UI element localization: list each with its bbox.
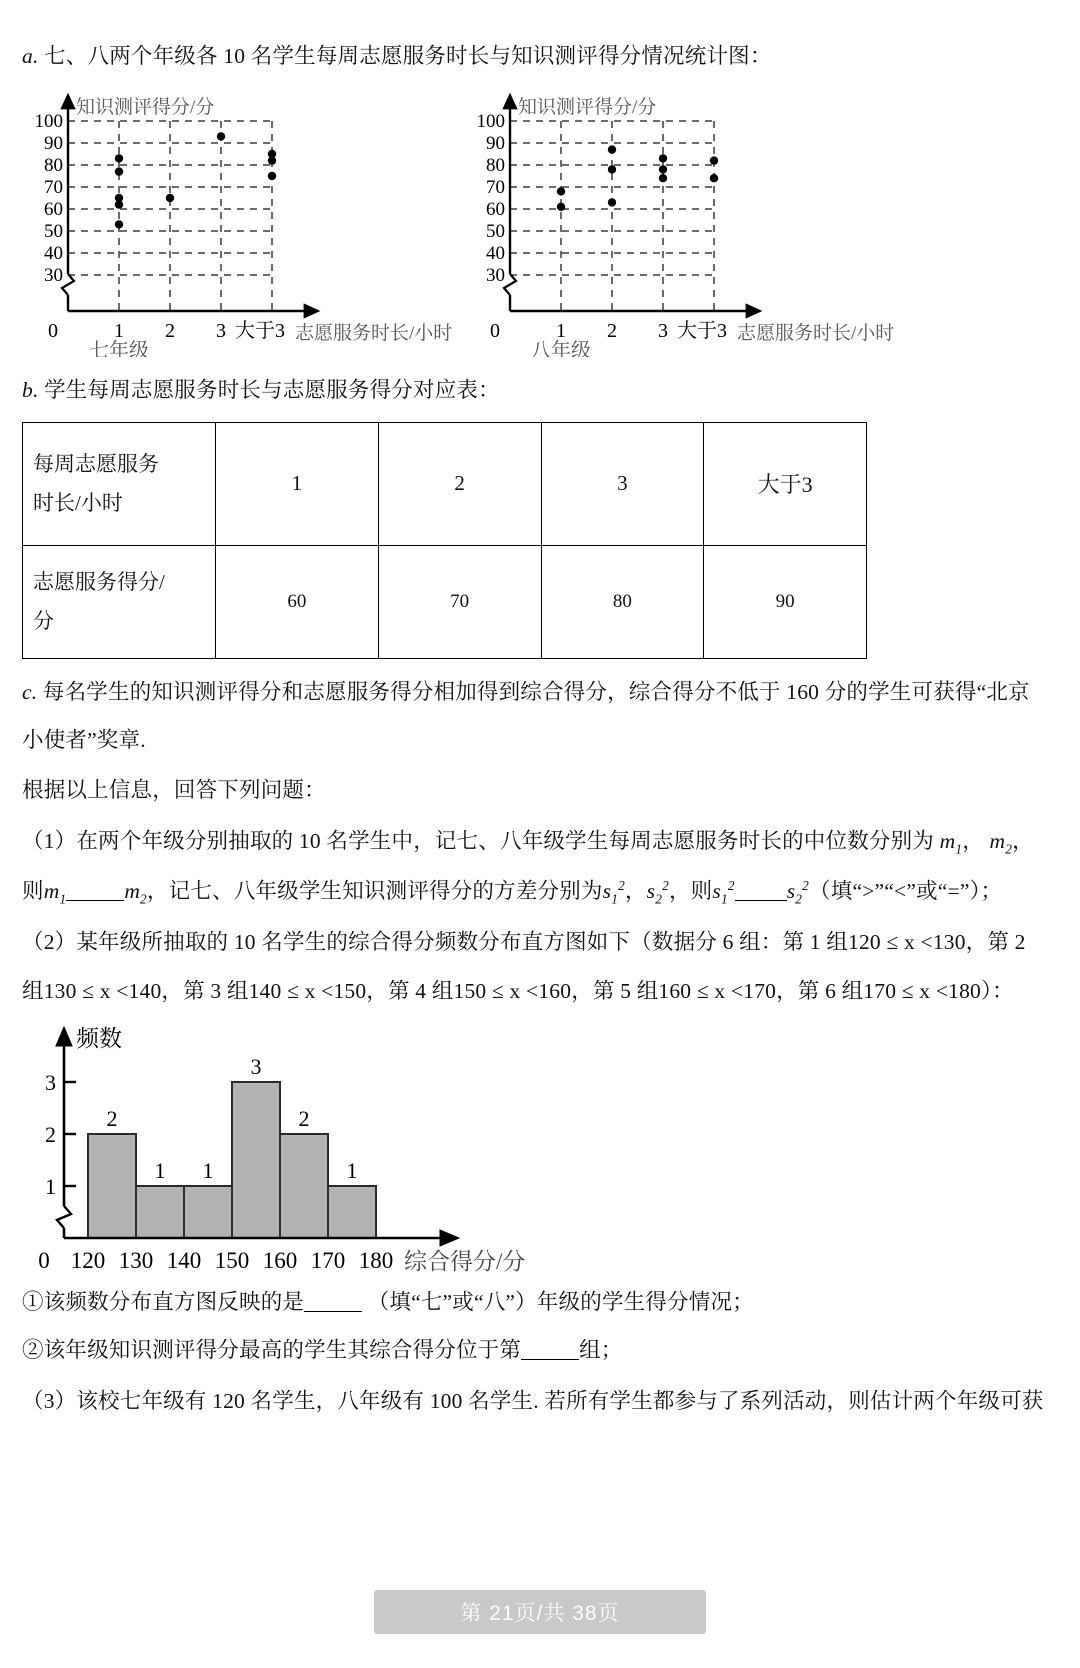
y-tick-label: 40 xyxy=(486,243,505,265)
y-tick-label: 80 xyxy=(44,155,63,177)
q1-m2-ref: $m_2$ xyxy=(124,878,147,906)
correspondence-table xyxy=(22,422,867,659)
histogram-bar xyxy=(280,1134,328,1238)
sub-q2-text-b: 组； xyxy=(579,1338,623,1363)
x-axis-title: 综合得分/分 xyxy=(404,1249,526,1275)
data-point xyxy=(659,155,667,163)
bar-value-label: 2 xyxy=(106,1106,118,1132)
data-point xyxy=(115,221,123,229)
page-number-badge: 第 21页/共 38页 xyxy=(374,1590,705,1634)
q1-s2: $s_2^2$ xyxy=(646,877,669,906)
q1-m1: $m_1$ xyxy=(939,828,963,856)
y-tick-label: 70 xyxy=(486,177,505,199)
data-point xyxy=(659,166,667,174)
origin-label: 0 xyxy=(38,1248,50,1274)
bar-value-label: 1 xyxy=(346,1158,358,1184)
q1-m1-ref: $m_1$ xyxy=(43,878,67,906)
axis-break-icon xyxy=(57,1206,71,1228)
origin-label: 0 xyxy=(48,320,58,343)
header-line-2: 时长/小时 xyxy=(33,490,123,515)
x-tick-label: 140 xyxy=(166,1248,202,1274)
table-cell-duration-1: 1 xyxy=(216,422,379,545)
scatter-chart-grade8-svg xyxy=(470,85,900,357)
chart-caption: 七年级 xyxy=(89,340,149,358)
q1-s1-ref: $s_1^2$ xyxy=(712,877,735,906)
question-1-line-1 xyxy=(22,825,1058,860)
bar-value-label: 1 xyxy=(154,1158,166,1184)
table-cell-duration-2: 2 xyxy=(378,422,541,545)
table-cell-duration-4: 大于3 xyxy=(704,422,867,545)
x-tick-label: 130 xyxy=(118,1248,154,1274)
x-tick-label: 大于3 xyxy=(677,320,727,343)
data-points xyxy=(557,146,718,212)
x-tick-label: 150 xyxy=(214,1248,250,1274)
origin-label: 0 xyxy=(490,320,500,343)
section-b-marker: b. xyxy=(22,378,39,403)
table-row-header-duration xyxy=(23,422,216,545)
q1-s1: $s_1^2$ xyxy=(602,877,625,906)
section-c-line-1 xyxy=(22,676,1058,709)
y-tick-label: 30 xyxy=(486,265,505,287)
frequency-histogram-wrap xyxy=(22,1016,1058,1286)
q1-then: 则 xyxy=(22,878,44,903)
y-axis-title: 知识测评得分/分 xyxy=(518,97,657,119)
y-tick-label: 80 xyxy=(486,155,505,177)
q1-s2-ref: $s_2^2$ xyxy=(786,877,810,906)
axis-break-icon xyxy=(504,274,516,295)
histogram-bar xyxy=(232,1082,280,1238)
table-cell-score-2: 70 xyxy=(378,545,541,658)
scatter-chart-grade8 xyxy=(470,85,900,357)
chart-caption: 八年级 xyxy=(531,340,591,358)
q1-comma: ， xyxy=(962,828,984,853)
histogram-bar xyxy=(184,1186,232,1238)
section-a-line xyxy=(22,0,1058,73)
grid-lines xyxy=(68,121,273,311)
data-point xyxy=(608,166,616,174)
x-tick-label: 大于3 xyxy=(235,320,285,343)
answer-blank-m[interactable] xyxy=(66,900,124,901)
y-tick-label: 60 xyxy=(44,199,63,221)
scatter-charts-row xyxy=(22,85,1058,357)
y-tick-label: 60 xyxy=(486,199,505,221)
histogram-bar xyxy=(136,1186,184,1238)
header-line-1: 志愿服务得分/ xyxy=(33,569,165,594)
section-b-line xyxy=(22,374,1058,407)
y-tick-label: 100 xyxy=(476,111,505,133)
x-tick-label: 120 xyxy=(70,1248,106,1274)
table-cell-duration-3: 3 xyxy=(541,422,704,545)
data-point xyxy=(557,203,565,211)
section-b-text: 学生每周志愿服务时长与志愿服务得分对应表： xyxy=(44,378,500,403)
correspondence-table-wrap xyxy=(22,422,1058,659)
table-cell-score-1: 60 xyxy=(216,545,379,658)
axis-break-icon xyxy=(62,274,74,295)
header-line-2: 分 xyxy=(33,608,54,633)
sub-q1-text-a: ①该频数分布直方图反映的是 xyxy=(22,1290,305,1315)
x-axis-title: 志愿服务时长/小时 xyxy=(737,323,895,345)
y-tick-label: 90 xyxy=(486,133,505,155)
question-2-line-2: 组130 ≤ x <140，第 3 组140 ≤ x <150，第 4 组150 ≤ x <160，第 5 组160 ≤ x <170，第 6 组170 ≤ x <180）： xyxy=(22,978,1014,1003)
table-cell-score-3: 80 xyxy=(541,545,704,658)
header-line-1: 每周志愿服务 xyxy=(33,451,159,476)
data-point xyxy=(659,174,667,182)
histogram-bars xyxy=(88,1082,376,1238)
y-tick-label: 2 xyxy=(45,1122,56,1148)
y-axis-title: 知识测评得分/分 xyxy=(76,97,215,119)
x-axis-title: 志愿服务时长/小时 xyxy=(295,323,453,345)
section-a-marker: a. xyxy=(22,44,39,68)
section-c-line-2: 小使者”奖章. xyxy=(22,727,146,752)
data-point xyxy=(710,174,718,182)
answer-blank-grade[interactable] xyxy=(304,1311,362,1312)
q1-text-c: ，则 xyxy=(668,878,713,903)
y-axis-title: 频数 xyxy=(76,1026,122,1052)
y-tick-label: 50 xyxy=(44,221,63,243)
sub-question-1 xyxy=(22,1286,1058,1319)
answer-blank-group[interactable] xyxy=(521,1359,579,1360)
x-tick-label: 3 xyxy=(216,320,226,343)
y-tick-label: 3 xyxy=(45,1070,56,1096)
bar-value-label: 2 xyxy=(298,1106,310,1132)
q1-text-d: （填“>”“<”或“=”）； xyxy=(809,878,1003,903)
scatter-chart-grade7-svg xyxy=(28,85,458,357)
x-tick-label: 2 xyxy=(607,320,617,343)
bar-value-label: 1 xyxy=(202,1158,214,1184)
data-point xyxy=(115,201,123,209)
y-tick-label: 1 xyxy=(45,1174,56,1200)
q1-text-a: （1）在两个年级分别抽取的 10 名学生中，记七、八年级学生每周志愿服务时长的中位数分别为 xyxy=(22,828,935,853)
section-a-text: 七、八两个年级各 10 名学生每周志愿服务时长与知识测评得分情况统计图： xyxy=(44,44,772,68)
table-row-header-score xyxy=(23,545,216,658)
data-point xyxy=(608,146,616,154)
data-point xyxy=(115,155,123,163)
y-tick-label: 70 xyxy=(44,177,63,199)
sub-question-2 xyxy=(22,1334,1058,1367)
sub-q1-text-b: （填“七”或“八”）年级的学生得分情况； xyxy=(367,1290,754,1315)
data-point xyxy=(115,168,123,176)
q1-text-b: ，记七、八年级学生知识测评得分的方差分别为 xyxy=(146,878,603,903)
q1-m2: $m_2$ xyxy=(989,828,1013,856)
data-points xyxy=(115,133,276,229)
y-tick-label: 30 xyxy=(44,265,63,287)
bar-value-label: 3 xyxy=(250,1054,262,1080)
answer-blank-s[interactable] xyxy=(735,900,787,901)
x-tick-label: 180 xyxy=(358,1248,394,1274)
y-tick-label: 40 xyxy=(44,243,63,265)
table-row xyxy=(23,545,867,658)
x-tick-label: 1 xyxy=(114,320,124,343)
question-1-line-2: 则$m_1$ $m_2$，记七、八年级学生知识测评得分的方差分别为$s_1^2$，$s_2^2$，则$s_1^2$ $s_2^2$（填“>”“<”或“=”）； xyxy=(22,877,1003,906)
question-2-line-1: （2）某年级所抽取的 10 名学生的综合得分频数分布直方图如下（数据分 6 组：第 1 组120 ≤ x <130，第 2 xyxy=(22,930,1026,955)
data-point xyxy=(710,157,718,165)
section-c-marker: c. xyxy=(22,679,38,704)
section-c-text-1: 每名学生的知识测评得分和志愿服务得分相加得到综合得分，综合得分不低于 160 分的学生可获得“北京 xyxy=(42,679,1030,704)
data-point xyxy=(557,188,565,196)
x-tick-label: 3 xyxy=(658,320,668,343)
x-tick-label: 160 xyxy=(262,1248,298,1274)
data-point xyxy=(166,194,174,202)
frequency-histogram-svg xyxy=(22,1016,622,1281)
y-tick-label: 50 xyxy=(486,221,505,243)
scatter-chart-grade7 xyxy=(28,85,458,357)
q1-trail: ， xyxy=(1012,828,1034,853)
data-point xyxy=(268,172,276,180)
x-tick-label: 1 xyxy=(556,320,566,343)
histogram-bar xyxy=(328,1186,376,1238)
table-row xyxy=(23,422,867,545)
page-footer xyxy=(0,1590,1080,1634)
data-point xyxy=(268,157,276,165)
table-cell-score-4: 90 xyxy=(704,545,867,658)
y-tick-label: 90 xyxy=(44,133,63,155)
instruction-line: 根据以上信息，回答下列问题： xyxy=(22,778,326,803)
question-3-line: （3）该校七年级有 120 名学生，八年级有 100 名学生. 若所有学生都参与了系列活动，则估计两个年级可获 xyxy=(22,1388,1044,1413)
histogram-bar xyxy=(88,1134,136,1238)
y-tick-label: 100 xyxy=(34,111,63,133)
x-tick-label: 2 xyxy=(165,320,175,343)
x-tick-label: 170 xyxy=(310,1248,346,1274)
sub-q2-text-a: ②该年级知识测评得分最高的学生其综合得分位于第 xyxy=(22,1338,522,1363)
data-point xyxy=(217,133,225,141)
data-point xyxy=(608,199,616,207)
